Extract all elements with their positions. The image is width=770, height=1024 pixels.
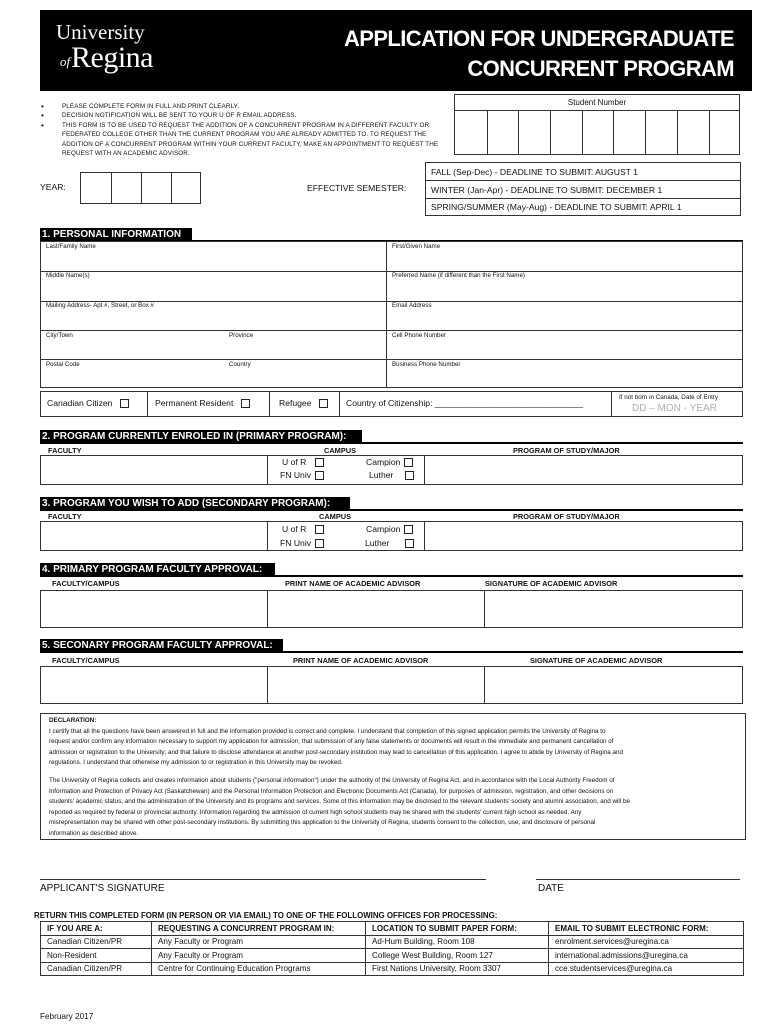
instruction-item xyxy=(40,140,460,149)
table-cell: Centre for Continuing Education Programs xyxy=(152,962,366,976)
canadian-citizen-checkbox[interactable] xyxy=(120,399,129,408)
student-number-box xyxy=(454,94,740,155)
semester-fall[interactable]: FALL (Sep-Dec) - DEADLINE TO SUBMIT: AUGUST 1 xyxy=(426,163,740,181)
s5-grid[interactable] xyxy=(40,666,743,704)
declaration-p1-line: I certify that all the questions have been answered in full and the information provided is correct and complete. I understand that completion of this signed application permits the University of Regina to xyxy=(49,727,606,735)
table-header: IF YOU ARE A: xyxy=(41,922,152,936)
section2-rule xyxy=(40,442,743,444)
section4-title: 4. PRIMARY PROGRAM FACULTY APPROVAL: xyxy=(40,563,275,576)
logo-regina: Regina xyxy=(71,41,153,74)
form-title-line1: APPLICATION FOR UNDERGRADUATE xyxy=(344,26,734,51)
section5-title: 5. SECONARY PROGRAM FACULTY APPROVAL: xyxy=(40,639,283,652)
s3-campus-uofr[interactable] xyxy=(282,524,324,534)
form-title-line2: CONCURRENT PROGRAM xyxy=(467,56,734,81)
s3-luther-checkbox[interactable] xyxy=(405,539,414,548)
table-header-row xyxy=(41,922,744,936)
return-table xyxy=(40,921,744,976)
section3-rule xyxy=(40,509,743,511)
instruction-text: FEDERATED COLLEGE OTHER THAN THE CURRENT PROGRAM YOU ARE ALREADY ADMITTED TO. TO REQUEST THE xyxy=(62,131,427,139)
first-name-field[interactable]: First/Given Name xyxy=(392,243,441,250)
date-of-entry-input[interactable]: DD – MON - YEAR xyxy=(632,403,717,414)
email-field[interactable]: Email Address xyxy=(392,302,432,309)
permanent-resident-checkbox[interactable] xyxy=(241,399,250,408)
footer-date: February 2017 xyxy=(40,1012,94,1021)
section3-title: 3. PROGRAM YOU WISH TO ADD (SECONDARY PROGRAM): xyxy=(40,497,350,510)
s2-program-header: PROGRAM OF STUDY/MAJOR xyxy=(513,446,620,455)
table-cell: First Nations University, Room 3307 xyxy=(366,962,549,976)
applicant-signature-label: APPLICANT'S SIGNATURE xyxy=(40,883,165,894)
table-cell: Ad-Hum Building, Room 108 xyxy=(366,935,549,949)
permanent-resident-label: Permanent Resident xyxy=(155,398,234,408)
student-number-digits[interactable] xyxy=(455,111,739,154)
citizenship-option-canadian[interactable] xyxy=(47,398,129,408)
s3-fnuniv-checkbox[interactable] xyxy=(315,539,324,548)
country-field[interactable]: Country xyxy=(229,361,251,368)
instructions-list xyxy=(40,102,460,158)
table-header: EMAIL TO SUBMIT ELECTRONIC FORM: xyxy=(549,922,744,936)
email-link[interactable]: international.admissions@uregina.ca xyxy=(549,949,744,963)
s3-campus-header: CAMPUS xyxy=(319,512,352,521)
s3-campus-fnuniv[interactable] xyxy=(280,538,324,548)
preferred-name-field[interactable]: Preferred Name (if different than the First Name) xyxy=(392,272,525,279)
business-phone-field[interactable]: Business Phone Number xyxy=(392,361,461,368)
email-link[interactable]: cce.studentservices@uregina.ca xyxy=(549,962,744,976)
s2-campus-luther[interactable] xyxy=(369,470,414,480)
s2-campion-checkbox[interactable] xyxy=(404,458,413,467)
table-cell: Canadian Citizen/PR xyxy=(41,935,152,949)
s3-campus-luther[interactable] xyxy=(365,538,414,548)
s5-advisor-signature-header: SIGNATURE OF ACADEMIC ADVISOR xyxy=(530,656,663,665)
s2-uofr-checkbox[interactable] xyxy=(315,458,324,467)
province-field[interactable]: Province xyxy=(229,332,254,339)
header-banner xyxy=(40,10,752,91)
s2-faculty-header: FACULTY xyxy=(48,446,82,455)
date-label: DATE xyxy=(538,883,564,894)
logo-of: of xyxy=(60,54,71,69)
student-number-label: Student Number xyxy=(455,95,739,111)
s3-campion-label: Campion xyxy=(366,524,401,534)
email-link[interactable]: enrolment.services@uregina.ca xyxy=(549,935,744,949)
instruction-item xyxy=(40,149,460,158)
s2-campus-fnuniv[interactable] xyxy=(280,470,324,480)
declaration-p2-line: Information and Protection of Privacy Act (Saskatchewan) and the Personal Information Protection and Electronic Documents Act (Canada), for purposes of admission, registration, and other decisions on xyxy=(49,787,614,795)
declaration-p2-line: The University of Regina collects and creates information about students ("personal information") under the authority of the University of Regina Act, and in accordance with the Local Authority Freedom of xyxy=(49,776,615,784)
signature-line[interactable] xyxy=(40,879,486,880)
s2-campus-header: CAMPUS xyxy=(324,446,357,455)
s2-uofr-label: U of R xyxy=(282,457,307,467)
declaration-box xyxy=(40,713,746,840)
section1-title: 1. PERSONAL INFORMATION xyxy=(40,228,192,241)
s4-advisor-signature-header: SIGNATURE OF ACADEMIC ADVISOR xyxy=(485,579,618,588)
return-heading: RETURN THIS COMPLETED FORM (IN PERSON OR VIA EMAIL) TO ONE OF THE FOLLOWING OFFICES FOR PROCESSING: xyxy=(34,911,498,920)
table-row xyxy=(41,949,744,963)
s3-program-header: PROGRAM OF STUDY/MAJOR xyxy=(513,512,620,521)
instruction-text: REQUEST WITH AN ACADEMIC ADVISOR. xyxy=(62,150,190,158)
s3-campus-campion[interactable] xyxy=(366,524,413,534)
section5-rule xyxy=(40,651,743,653)
declaration-p1-line: admission or registration to the University; and that failure to disclose attendance at another post-secondary institution may lead to cancellation of this application. I agree to abide by University of Regina and xyxy=(49,748,624,756)
s3-fnuniv-label: FN Univ xyxy=(280,538,312,548)
section4-rule xyxy=(40,575,743,577)
s2-luther-checkbox[interactable] xyxy=(405,471,414,480)
table-header: LOCATION TO SUBMIT PAPER FORM: xyxy=(366,922,549,936)
section2-title: 2. PROGRAM CURRENTLY ENROLED IN (PRIMARY PROGRAM): xyxy=(40,430,362,443)
s3-luther-label: Luther xyxy=(365,538,390,548)
instruction-item: • PLEASE COMPLETE FORM IN FULL AND PRINT CLEARLY. xyxy=(40,102,460,111)
s4-advisor-name-header: PRINT NAME OF ACADEMIC ADVISOR xyxy=(285,579,421,588)
canadian-citizen-label: Canadian Citizen xyxy=(47,398,113,408)
instruction-item xyxy=(40,130,460,139)
country-of-citizenship-field[interactable]: Country of Citizenship: _______________________________ xyxy=(346,398,584,408)
city-field[interactable]: City/Town xyxy=(46,332,73,339)
semester-winter[interactable]: WINTER (Jan-Apr) - DEADLINE TO SUBMIT: DECEMBER 1 xyxy=(426,181,740,199)
table-row xyxy=(41,935,744,949)
table-cell: College West Building, Room 127 xyxy=(366,949,549,963)
s5-advisor-name-header: PRINT NAME OF ACADEMIC ADVISOR xyxy=(293,656,429,665)
s2-campus-campion[interactable] xyxy=(366,457,413,467)
cell-phone-field[interactable]: Cell Phone Number xyxy=(392,332,446,339)
effective-semester-label: EFFECTIVE SEMESTER: xyxy=(307,183,407,193)
instruction-text: ADDITION OF A CONCURRENT PROGRAM WITHIN YOUR CURRENT FACULTY, MAKE AN APPOINTMENT TO REQUEST THE xyxy=(62,140,439,148)
refugee-checkbox[interactable] xyxy=(319,399,328,408)
logo-university: University xyxy=(56,20,145,44)
s5-faculty-header: FACULTY/CAMPUS xyxy=(52,656,120,665)
table-header: REQUESTING A CONCURRENT PROGRAM IN: xyxy=(152,922,366,936)
semester-spring-summer[interactable]: SPRING/SUMMER (May-Aug) - DEADLINE TO SUBMIT: APRIL 1 xyxy=(431,202,682,212)
year-label: YEAR: xyxy=(40,182,66,192)
s2-fnuniv-checkbox[interactable] xyxy=(315,471,324,480)
postal-code-field[interactable]: Postal Code xyxy=(46,361,80,368)
s2-campion-label: Campion xyxy=(366,457,401,467)
date-of-entry-label: If not born in Canada, Date of Entry xyxy=(619,394,719,401)
table-cell: Any Faculty or Program xyxy=(152,949,366,963)
refugee-label: Refugee xyxy=(279,398,312,408)
instruction-item: • THIS FORM IS TO BE USED TO REQUEST THE ADDITION OF A CONCURRENT PROGRAM IN A DIFFERENT FACULTY OR xyxy=(40,121,460,130)
declaration-p2-line: information as described above. xyxy=(49,829,139,837)
citizenship-option-permanent[interactable] xyxy=(155,398,250,408)
s3-uofr-checkbox[interactable] xyxy=(315,525,324,534)
table-cell: Any Faculty or Program xyxy=(152,935,366,949)
declaration-p1-line: request and/or confirm any information necessary to support my application for admission; that submission of any false statements or documents will result in the immediate and permanent cancellation of xyxy=(49,738,614,746)
s2-fnuniv-label: FN Univ xyxy=(280,470,312,480)
s2-campus-uofr[interactable] xyxy=(282,457,324,467)
declaration-heading: DECLARATION: xyxy=(49,717,97,724)
declaration-p2-line: students' academic status, and the administration of the University and its programs and services. Some of this information may be disclosed to the relevant students' society and alumni association, and will be xyxy=(49,798,630,806)
instruction-item: • DECISION NOTIFICATION WILL BE SENT TO YOUR U OF R EMAIL ADDRESS. xyxy=(40,111,460,120)
s3-uofr-label: U of R xyxy=(282,524,307,534)
s4-grid[interactable] xyxy=(40,590,743,628)
mailing-address-field[interactable]: Mailing Address- Apt #, Street, or Box # xyxy=(46,302,154,309)
declaration-p2-line: misrepresentation may be shared with other post-secondary institutions. By submitting this application to the University of Regina, students consent to the collection, use, and disclosure of personal xyxy=(49,819,596,827)
last-name-field[interactable]: Last/Family Name xyxy=(46,243,96,250)
table-row xyxy=(41,962,744,976)
table-cell: Non-Resident xyxy=(41,949,152,963)
s2-luther-label: Luther xyxy=(369,470,394,480)
middle-name-field[interactable]: Middle Name(s) xyxy=(46,272,90,279)
citizenship-option-refugee[interactable] xyxy=(279,398,328,408)
table-cell: Canadian Citizen/PR xyxy=(41,962,152,976)
s3-faculty-header: FACULTY xyxy=(48,512,82,521)
declaration-p1-line: regulations. I understand that otherwise my admission to or registration in this University may be revoked. xyxy=(49,759,343,767)
s3-campion-checkbox[interactable] xyxy=(404,525,413,534)
semester-options xyxy=(425,162,741,216)
date-line[interactable] xyxy=(536,879,740,880)
declaration-p2-line: reported as required by federal or provincial authority. Information regarding the admission of current high school students may be shared with the students' current high school as needed. Any xyxy=(49,808,582,816)
year-input[interactable] xyxy=(80,172,201,204)
s4-faculty-header: FACULTY/CAMPUS xyxy=(52,579,120,588)
